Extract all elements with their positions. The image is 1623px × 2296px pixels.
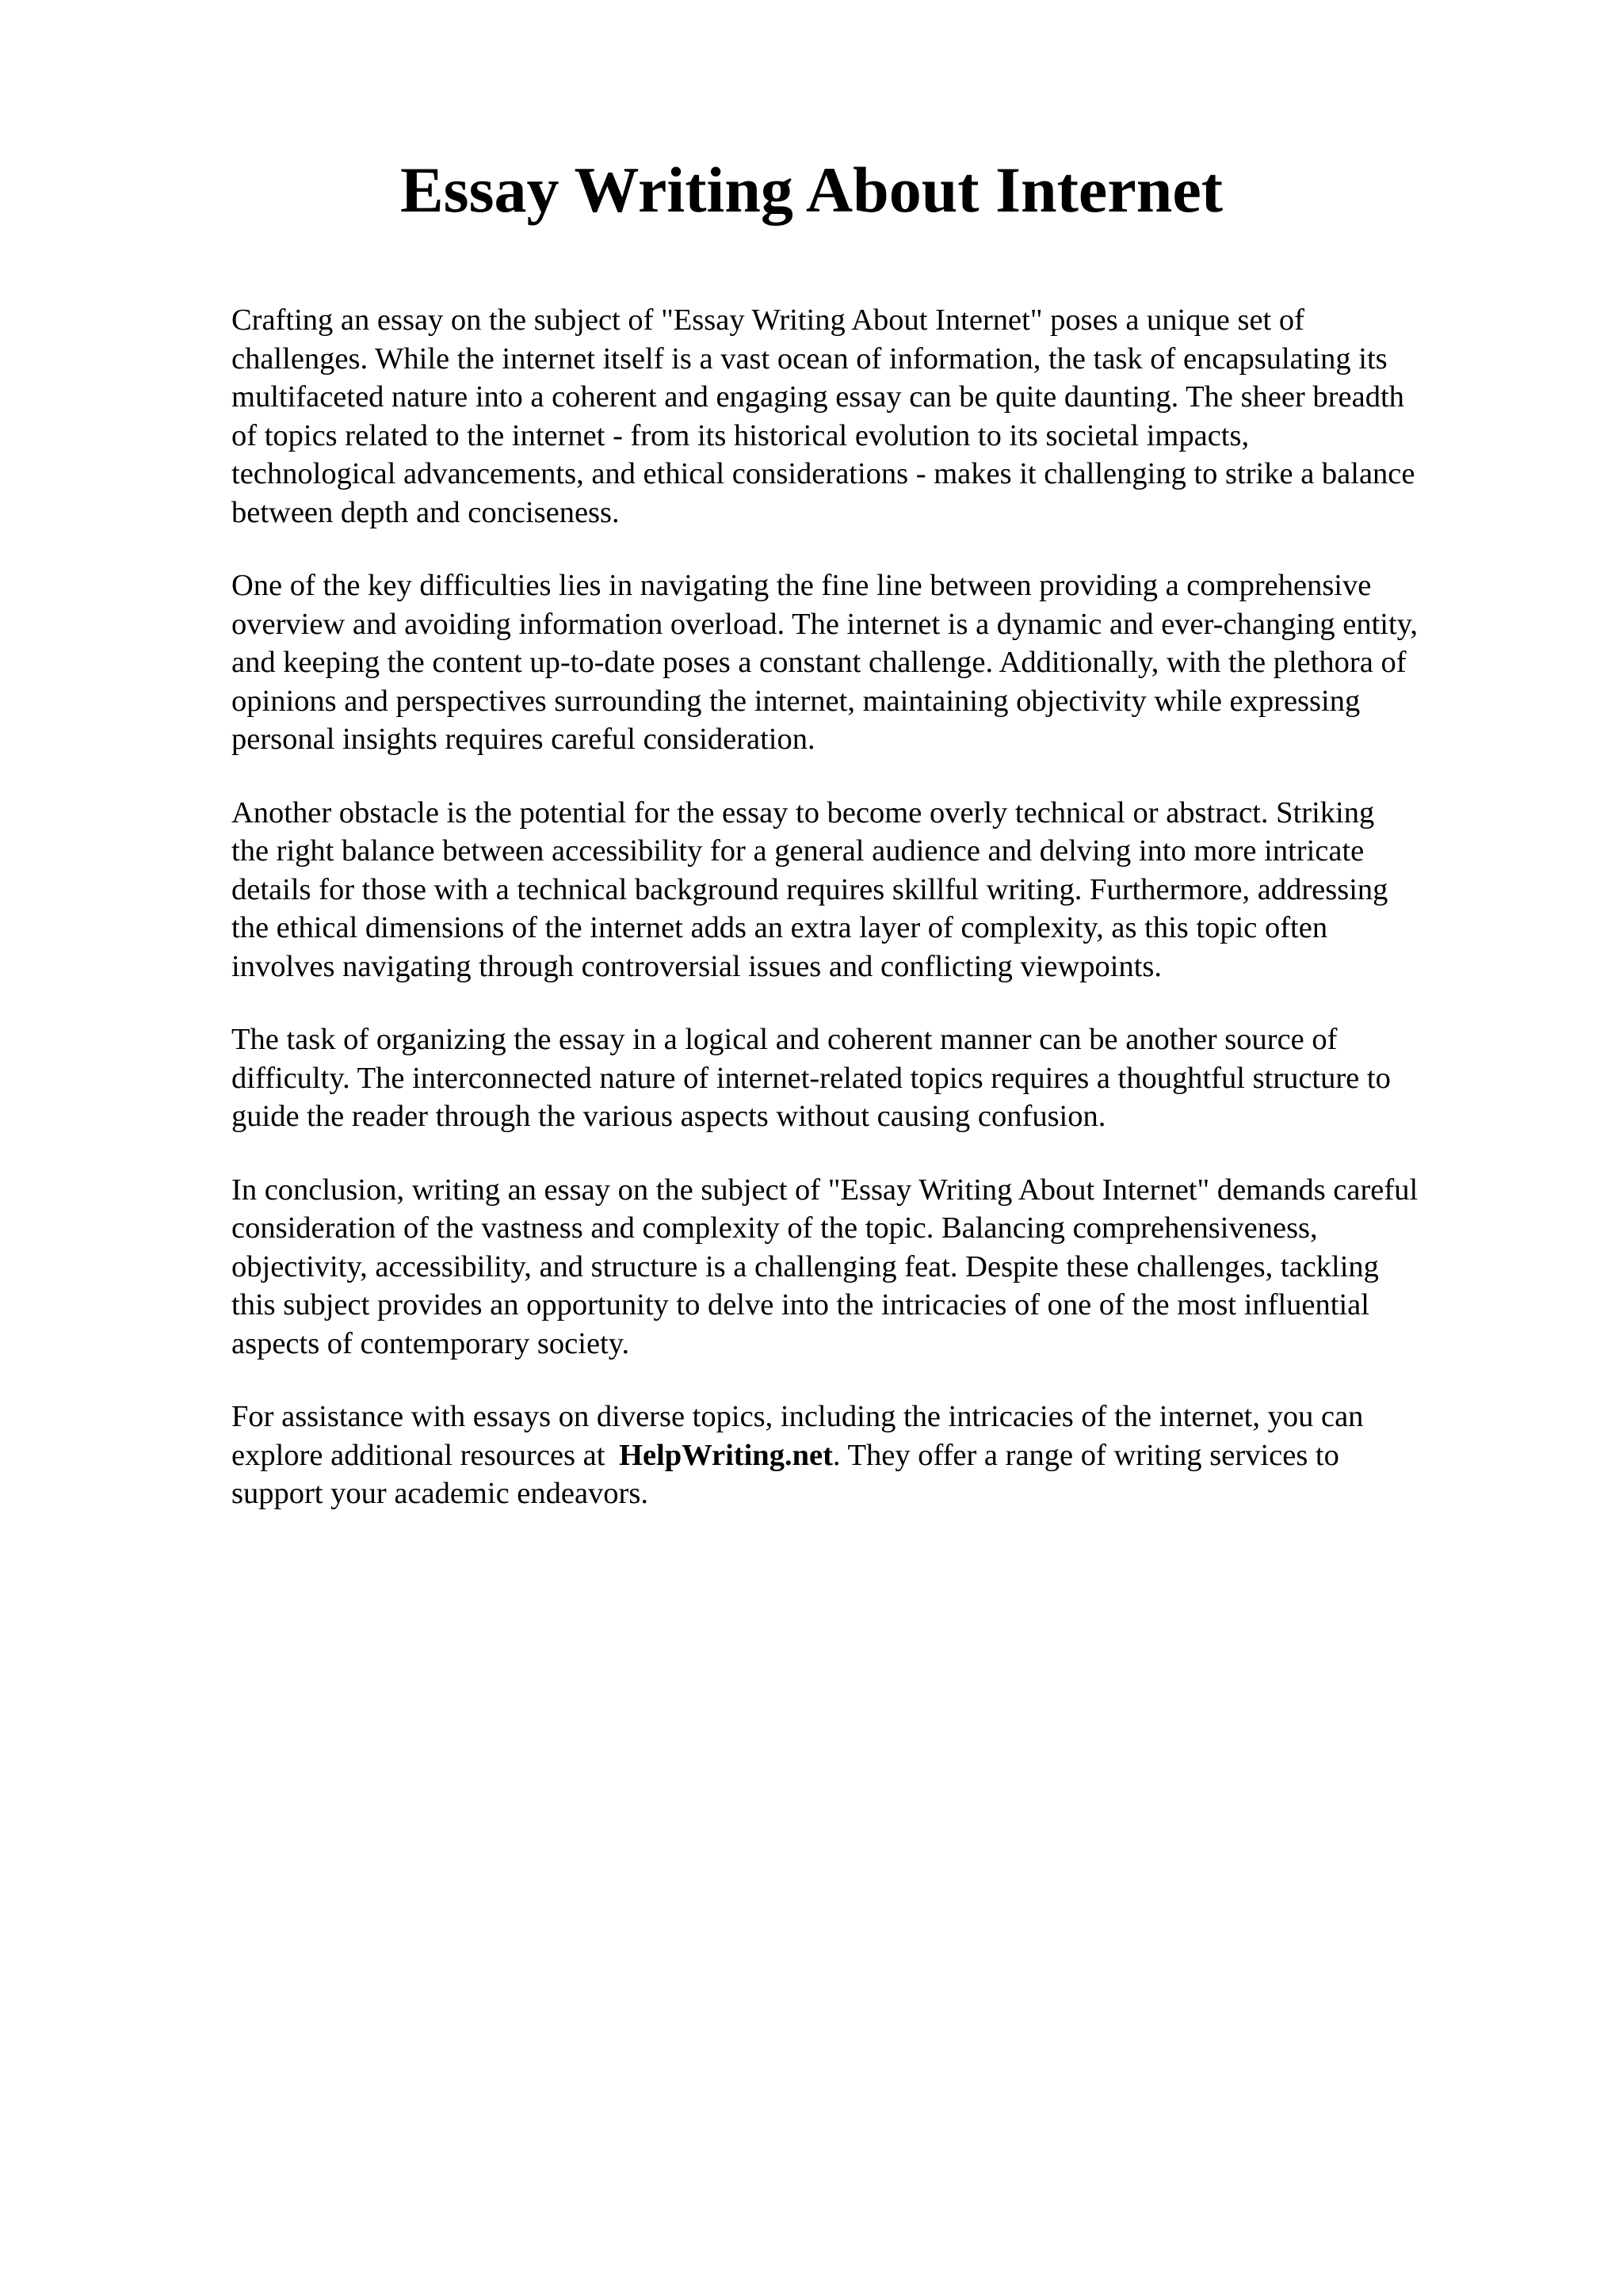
closing-paragraph [231, 1398, 1531, 1513]
paragraph-line: Crafting an essay on the subject of "Essay Writing About Internet" poses a unique set of [231, 303, 1304, 337]
paragraph-line: In conclusion, writing an essay on the subject of "Essay Writing About Internet" demands careful [231, 1173, 1419, 1207]
paragraph-line: personal insights requires careful consideration. [231, 723, 815, 756]
paragraph-line: involves navigating through controversial issues and conflicting viewpoints. [231, 949, 1163, 983]
paragraph-1 [231, 301, 1531, 532]
paragraph-line: For assistance with essays on diverse topics, including the intricacies of the internet, you can [231, 1400, 1364, 1433]
paragraph-line: the ethical dimensions of the internet adds an extra layer of complexity, as this topic often [231, 911, 1328, 944]
paragraph-line: support your academic endeavors. [231, 1477, 648, 1510]
paragraph-line: consideration of the vastness and complexity of the topic. Balancing comprehensiveness, [231, 1211, 1318, 1245]
paragraph-line: of topics related to the internet - from its historical evolution to its societal impacts, [231, 418, 1250, 452]
helpwriting-link[interactable]: HelpWriting.net [619, 1438, 833, 1472]
paragraph-3 [231, 794, 1531, 986]
closing-text-after-link: . They offer a range of writing services to [832, 1438, 1339, 1472]
paragraph-4 [231, 1020, 1531, 1136]
paragraph-line-with-link [231, 1436, 1531, 1475]
paragraph-line: challenges. While the internet itself is a vast ocean of information, the task of encapsulating its [231, 341, 1388, 376]
paragraph-line: One of the key difficulties lies in navigating the fine line between providing a comprehensive [231, 569, 1372, 602]
paragraph-line: aspects of contemporary society. [231, 1326, 630, 1360]
paragraph-line: technological advancements, and ethical considerations - makes it challenging to strike a balance [231, 457, 1415, 490]
paragraph-line: opinions and perspectives surrounding the internet, maintaining objectivity while expressing [231, 684, 1361, 718]
paragraph-line: difficulty. The interconnected nature of internet-related topics requires a thoughtful structure to [231, 1061, 1391, 1095]
paragraph-2 [231, 566, 1531, 759]
paragraph-line: guide the reader through the various aspects without causing confusion. [231, 1100, 1106, 1133]
paragraph-5 [231, 1171, 1531, 1363]
paragraph-line: The task of organizing the essay in a logical and coherent manner can be another source of [231, 1023, 1338, 1056]
paragraph-line: Another obstacle is the potential for the essay to become overly technical or abstract. Striking [231, 795, 1375, 830]
paragraph-line: this subject provides an opportunity to delve into the intricacies of one of the most influential [231, 1288, 1369, 1322]
paragraph-line: the right balance between accessibility for a general audience and delving into more intricate [231, 834, 1365, 868]
paragraph-line: details for those with a technical background requires skillful writing. Furthermore, addressing [231, 872, 1388, 906]
page-title: Essay Writing About Internet [399, 154, 1224, 226]
closing-text-before-link: explore additional resources at [231, 1438, 613, 1472]
paragraph-line: overview and avoiding information overload. The internet is a dynamic and ever-changing entity, [231, 607, 1419, 641]
paragraph-line: and keeping the content up-to-date poses a constant challenge. Additionally, with the plethora of [231, 646, 1407, 679]
paragraph-line: objectivity, accessibility, and structure is a challenging feat. Despite these challenges, tackling [231, 1249, 1379, 1283]
paragraph-line: between depth and conciseness. [231, 495, 620, 529]
paragraph-line: multifaceted nature into a coherent and engaging essay can be quite daunting. The sheer breadth [231, 380, 1404, 414]
essay-body [231, 301, 1531, 1548]
